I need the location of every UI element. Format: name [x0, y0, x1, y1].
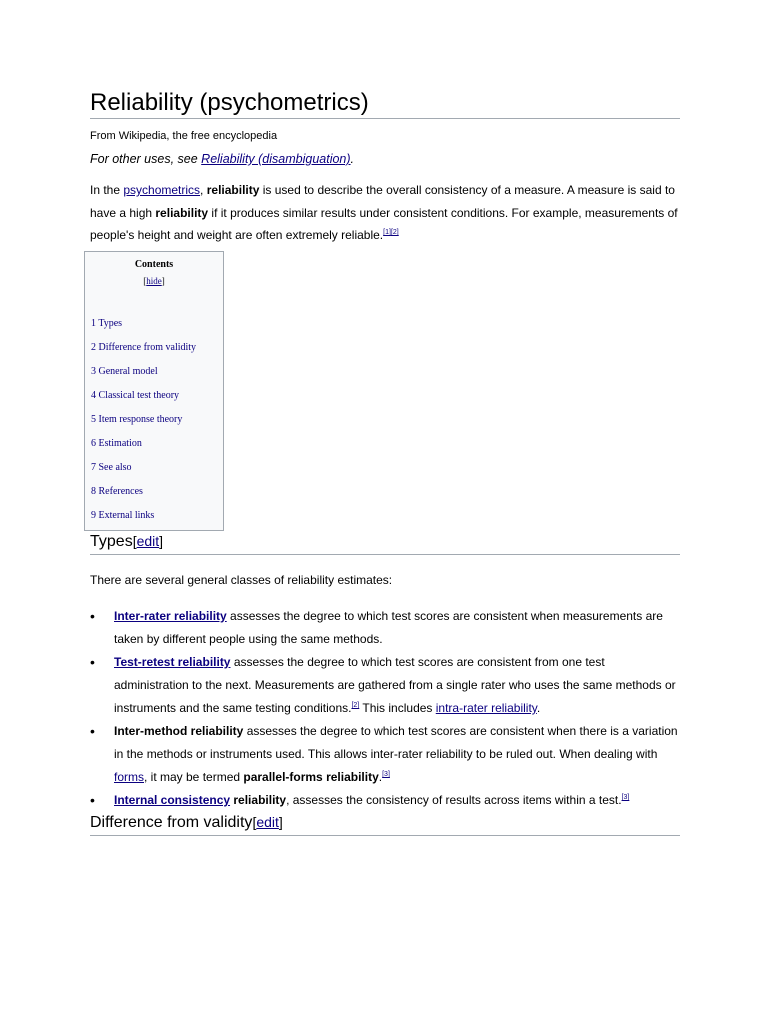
edit-bracket: [	[252, 814, 257, 830]
list-text: .	[378, 770, 383, 784]
toc-bracket: ]	[161, 275, 165, 286]
inter-rater-link[interactable]: Inter-rater reliability	[114, 609, 227, 623]
intro-text: if it produces similar results under consistent conditions. For example, measurements of people's height and weight are often extremely reliable.	[90, 205, 678, 242]
toc-item[interactable]: 2 Difference from validity	[91, 341, 197, 353]
reliability-term: reliability	[206, 183, 260, 197]
section-title: Types	[90, 532, 133, 550]
toc-item[interactable]: 1 Types	[91, 317, 123, 329]
edit-bracket: ]	[278, 814, 283, 830]
list-item	[90, 651, 680, 720]
edit-link[interactable]: edit	[136, 532, 160, 549]
article-page	[90, 88, 680, 836]
citation-1[interactable]: [1]	[383, 229, 391, 236]
toc-item[interactable]: 4 Classical test theory	[91, 389, 180, 401]
reliability-term: reliability	[155, 205, 209, 220]
parallel-forms-term: parallel-forms reliability	[243, 770, 379, 784]
toc-item[interactable]: 3 General model	[91, 365, 158, 377]
disambiguation-link[interactable]: Reliability (disambiguation)	[201, 152, 351, 166]
citation-2[interactable]: [2]	[390, 229, 399, 236]
edit-bracket: [	[132, 532, 137, 549]
toc-toggle	[85, 276, 223, 286]
hatnote-prefix: For other uses, see	[90, 152, 202, 166]
intra-rater-link[interactable]: intra-rater reliability	[435, 701, 537, 715]
toc-bracket: [	[143, 275, 147, 286]
table-of-contents	[84, 251, 224, 531]
psychometrics-link[interactable]: psychometrics	[123, 183, 201, 197]
inter-method-term: Inter-method reliability	[114, 724, 244, 738]
edit-link[interactable]: edit	[256, 814, 279, 830]
list-text: This includes	[359, 701, 436, 715]
internal-consistency-link[interactable]: Internal consistency	[114, 793, 231, 807]
reliability-classes-list	[90, 605, 680, 812]
hatnote	[90, 151, 680, 167]
toc-title: Contents	[134, 258, 174, 270]
edit-section	[133, 533, 163, 549]
reliability-term: reliability	[230, 793, 287, 807]
toc-item[interactable]: 6 Estimation	[91, 437, 142, 449]
bullet: •	[90, 723, 95, 739]
section-title: Difference from validity	[90, 814, 253, 831]
intro-text: ,	[200, 183, 207, 197]
intro-paragraph	[90, 179, 680, 247]
toc-item[interactable]: 8 References	[91, 485, 143, 497]
page-title: Reliability (psychometrics)	[90, 88, 680, 119]
toc-list	[91, 318, 196, 534]
section-heading-validity	[90, 812, 680, 836]
types-intro: There are several general classes of reliability estimates:	[90, 572, 393, 587]
toc-item[interactable]: 5 Item response theory	[91, 413, 183, 425]
intro-text: In the	[90, 183, 124, 197]
list-text: , assesses the consistency of results across items within a test.	[286, 793, 622, 807]
edit-bracket: ]	[159, 532, 164, 549]
citation-3[interactable]: [3]	[621, 794, 630, 801]
bullet: •	[90, 654, 95, 670]
toc-item[interactable]: 9 External links	[91, 509, 155, 521]
forms-link[interactable]: forms	[114, 770, 144, 784]
section-heading-types	[90, 531, 680, 555]
test-retest-link[interactable]: Test-retest reliability	[114, 655, 231, 669]
bullet: •	[90, 792, 95, 808]
citation-2[interactable]: [2]	[351, 702, 360, 709]
list-item	[90, 720, 680, 789]
list-text: assesses the degree to which test scores are consistent when measurements are taken by different people using the same methods.	[114, 609, 663, 646]
list-text: , it may be termed	[144, 770, 244, 784]
list-text: assesses the degree to which test scores are consistent when there is a variation in the methods or instruments used. This allows inter-rater reliability to be ruled out. When dealing with	[114, 724, 678, 761]
list-text: .	[536, 701, 541, 715]
toc-item[interactable]: 7 See also	[91, 461, 132, 473]
edit-section	[252, 814, 282, 830]
bullet: •	[90, 608, 95, 624]
toc-hide-link[interactable]: hide	[146, 275, 162, 286]
intro-text: is used to describe the overall consistency of a measure. A measure is said to have a high	[90, 183, 675, 220]
site-tagline: From Wikipedia, the free encyclopedia	[90, 130, 278, 142]
hatnote-suffix: .	[350, 152, 355, 166]
list-item	[90, 789, 680, 812]
list-text: assesses the degree to which test scores are consistent from one test administration to the next. Measurements are gathered from a single rater who uses the same methods or instruments and the same testing conditions.	[114, 655, 676, 715]
list-item	[90, 605, 680, 651]
citation-3[interactable]: [3]	[382, 771, 390, 778]
citation-group	[383, 229, 399, 236]
